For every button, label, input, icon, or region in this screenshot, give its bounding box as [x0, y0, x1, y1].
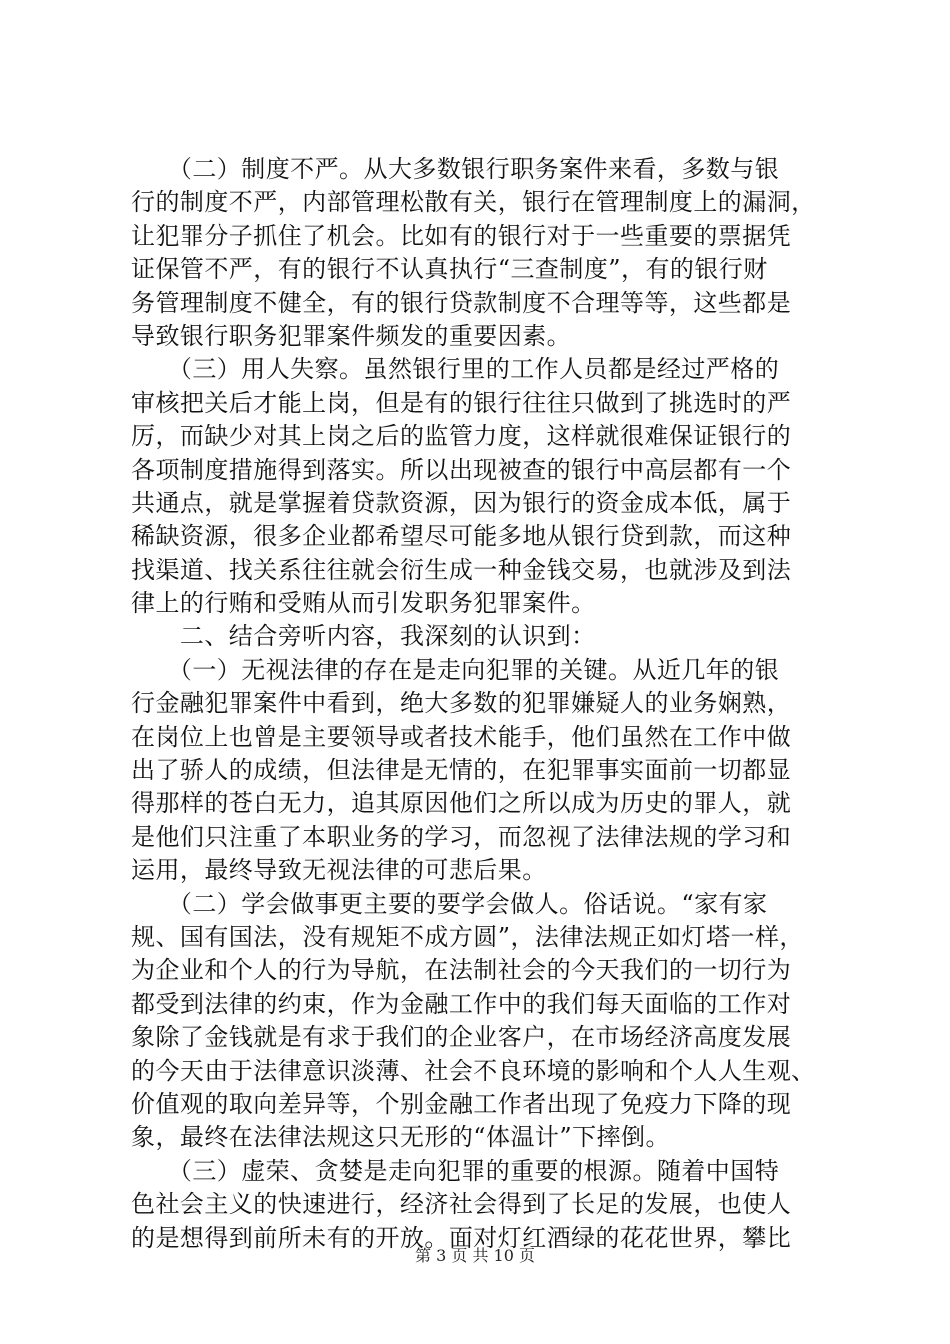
text-line: 务管理制度不健全，有的银行贷款制度不合理等等，这些都是: [131, 288, 792, 317]
document-body: [131, 153, 831, 1255]
section-heading: 二、结合旁听内容，我深刻的认识到：: [131, 622, 596, 651]
text-line: （三）虚荣、贪婪是走向犯罪的重要的根源。随着中国特: [131, 1156, 780, 1185]
text-line: 让犯罪分子抓住了机会。比如有的银行对于一些重要的票据凭: [131, 221, 792, 250]
text-line: 的是想得到前所未有的开放。面对灯红酒绿的花花世界，攀比: [131, 1223, 792, 1252]
text-line: 行金融犯罪案件中看到，绝大多数的犯罪嫌疑人的业务娴熟，: [131, 689, 792, 718]
text-line: （一）无视法律的存在是走向犯罪的关键。从近几年的银: [131, 655, 780, 684]
text-line: 厉，而缺少对其上岗之后的监管力度，这样就很难保证银行的: [131, 422, 792, 451]
text-line: （三）用人失察。虽然银行里的工作人员都是经过严格的: [131, 355, 780, 384]
text-line: 审核把关后才能上岗，但是有的银行往往只做到了挑选时的严: [131, 388, 792, 417]
text-line: 象，最终在法律法规这只无形的“体温计”下摔倒。: [131, 1123, 670, 1152]
text-line: 是他们只注重了本职业务的学习，而忽视了法律法规的学习和: [131, 822, 792, 851]
text-line: 导致银行职务犯罪案件频发的重要因素。: [131, 321, 572, 350]
text-line: 运用，最终导致无视法律的可悲后果。: [131, 856, 547, 885]
text-line: 象除了金钱就是有求于我们的企业客户，在市场经济高度发展: [131, 1023, 792, 1052]
text-line: 的今天由于法律意识淡薄、社会不良环境的影响和个人人生观、: [131, 1056, 816, 1085]
text-line: 律上的行贿和受贿从而引发职务犯罪案件。: [131, 589, 596, 618]
text-line: （二）学会做事更主要的要学会做人。俗话说。“家有家: [131, 889, 768, 918]
page-number-footer: 第 3 页 共 10 页: [415, 1246, 535, 1265]
text-line: 为企业和个人的行为导航，在法制社会的今天我们的一切行为: [131, 956, 792, 985]
text-line: 行的制度不严，内部管理松散有关，银行在管理制度上的漏洞，: [131, 188, 816, 217]
text-line: 规、国有国法，没有规矩不成方圆”，法律法规正如灯塔一样，: [131, 922, 804, 951]
text-line: 证保管不严，有的银行不认真执行“三查制度”，有的银行财: [131, 255, 768, 284]
text-line: 出了骄人的成绩，但法律是无情的，在犯罪事实面前一切都显: [131, 756, 792, 785]
text-line: 各项制度措施得到落实。所以出现被查的银行中高层都有一个: [131, 455, 792, 484]
text-line: 共通点，就是掌握着贷款资源，因为银行的资金成本低，属于: [131, 488, 792, 517]
text-line: 都受到法律的约束，作为金融工作中的我们每天面临的工作对: [131, 989, 792, 1018]
text-line: 在岗位上也曾是主要领导或者技术能手，他们虽然在工作中做: [131, 722, 792, 751]
text-line: 找渠道、找关系往往就会衍生成一种金钱交易，也就涉及到法: [131, 555, 792, 584]
text-line: 价值观的取向差异等，个别金融工作者出现了免疫力下降的现: [131, 1089, 792, 1118]
text-line: 色社会主义的快速进行，经济社会得到了长足的发展，也使人: [131, 1190, 792, 1219]
text-line: （二）制度不严。从大多数银行职务案件来看，多数与银: [131, 155, 780, 183]
text-line: 稀缺资源，很多企业都希望尽可能多地从银行贷到款，而这种: [131, 522, 792, 551]
text-line: 得那样的苍白无力，追其原因他们之所以成为历史的罪人，就: [131, 789, 792, 818]
